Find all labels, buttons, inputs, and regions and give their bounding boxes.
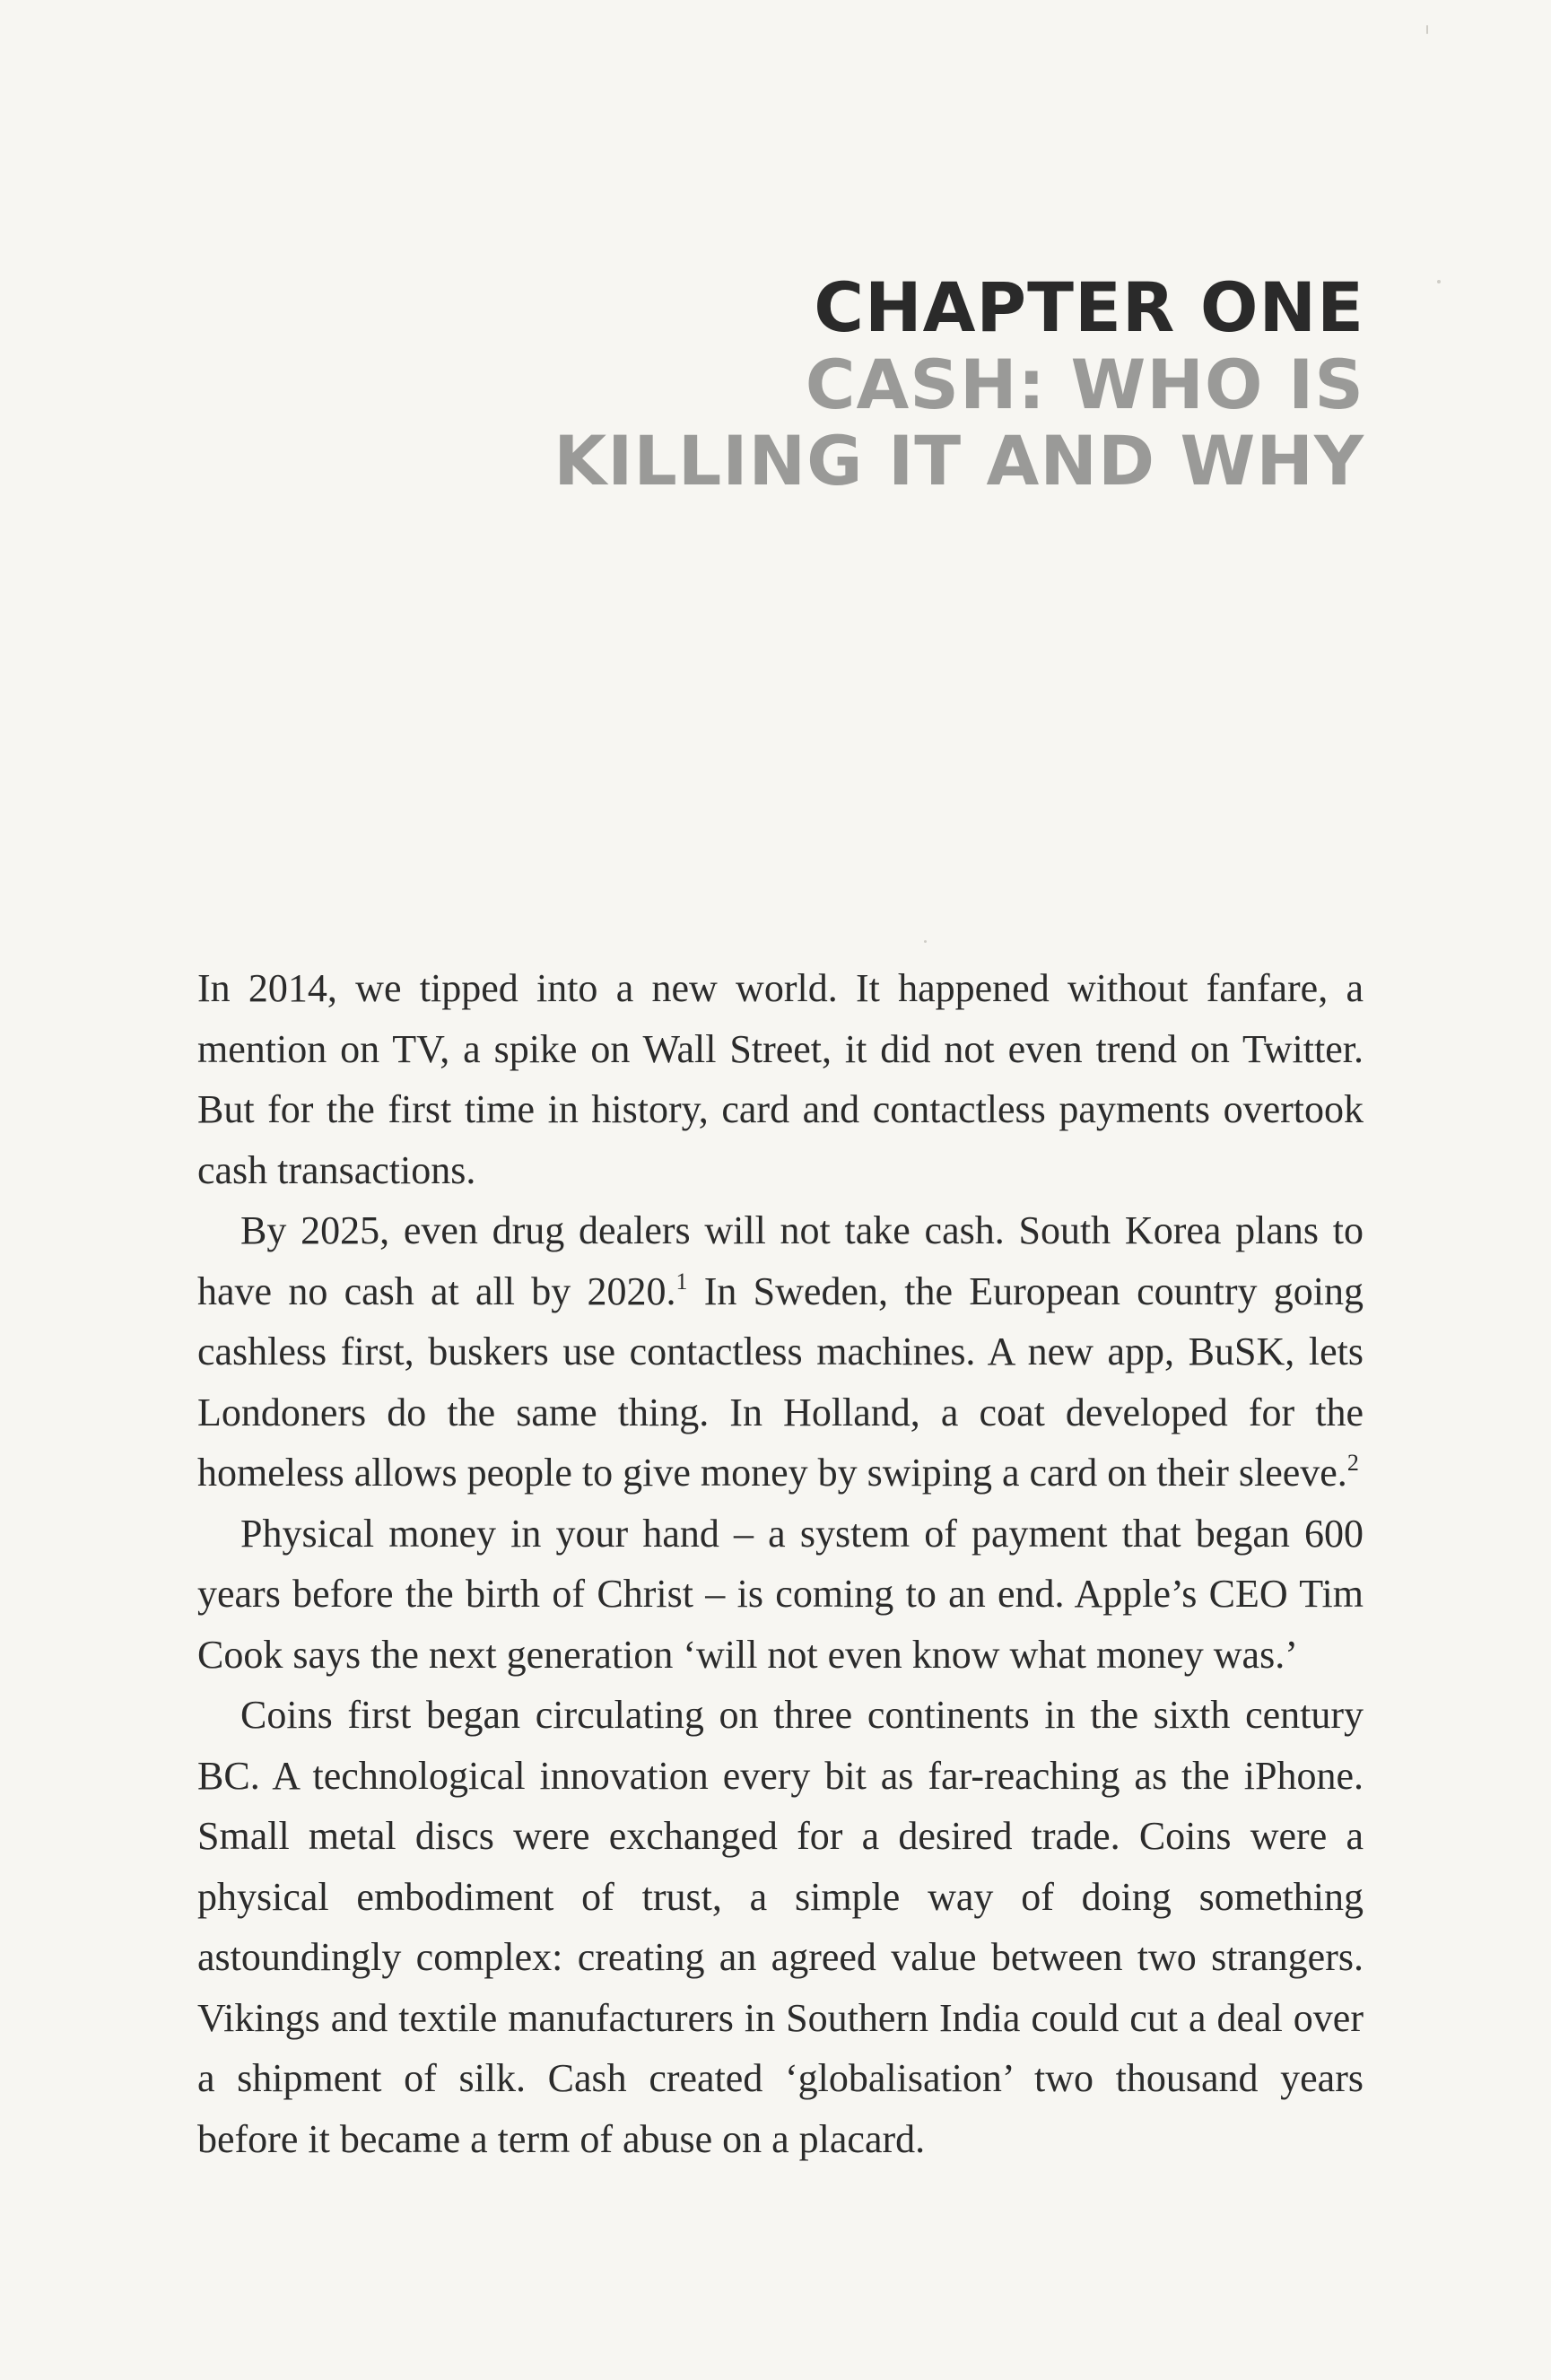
paragraph-text: In Sweden, the European country going cashless first, buskers use contactless machines. A new app, BuSK, lets Londoners do the same thing. In Holland, a coat developed for the homeless allows people to give money by swiping a card on their sleeve. — [197, 1268, 1364, 1495]
paragraph: Physical money in your hand – a system of payment that began 600 years before the birth of Christ – is coming to an end. Apple’s CEO Tim Cook says the next generation ‘will not even know what money was.’ — [197, 1511, 1364, 1677]
paragraph — [197, 1200, 1364, 1504]
footnote-marker: 2 — [1346, 1450, 1359, 1476]
paper-speck — [1437, 280, 1441, 283]
paper-speck — [1426, 25, 1428, 34]
chapter-title-line-1: CASH: WHO IS — [805, 344, 1364, 424]
chapter-number: CHAPTER ONE — [814, 267, 1364, 347]
footnote-marker: 1 — [675, 1268, 688, 1295]
paragraph-text: By 2025, even drug dealers will not take cash. South Korea plans to have no cash at all by 2020. — [197, 1208, 1364, 1313]
chapter-title-line-2: KILLING IT AND WHY — [553, 421, 1364, 501]
paragraph: Coins first began circulating on three continents in the sixth century BC. A technological innovation every bit as far-reaching as the iPhone. Small metal discs were exchanged for a desired trade. Coins were a physical embodiment of trust, a simple way of doing something astoundingly complex: creating an agreed value between two strangers. Vikings and textile manufacturers in Southern India could cut a deal over a shipment of silk. Cash created ‘globalisation’ two thousand years before it became a term of abuse on a placard. — [197, 1693, 1364, 2161]
chapter-heading — [553, 269, 1364, 499]
paper-speck — [924, 940, 927, 943]
paragraph: In 2014, we tipped into a new world. It happened without fanfare, a mention on TV, a spike on Wall Street, it did not even trend on Twitter. But for the first time in history, card and contactless payments overtook cash transactions. — [197, 966, 1364, 1192]
chapter-body — [197, 958, 1364, 2169]
chapter-title — [553, 346, 1364, 499]
